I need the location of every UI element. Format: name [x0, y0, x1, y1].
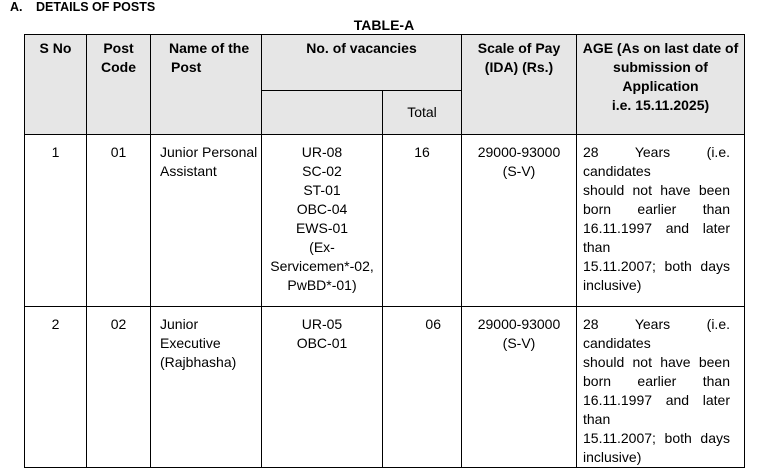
cell-age-line: born earlier than [583, 373, 730, 389]
cell-post-code [87, 135, 151, 307]
vacancy-line: PwBD*-01) [287, 277, 357, 293]
cell-scale-line: (S-V) [502, 335, 536, 351]
vacancy-line: OBC-04 [296, 201, 348, 217]
cell-age-line: inclusive) [583, 277, 642, 293]
header-total-text: Total [407, 104, 437, 120]
header-vacancies-blank [262, 91, 383, 135]
cell-sno [25, 307, 87, 468]
cell-name-line: Junior Executive [160, 316, 221, 351]
cell-age-line: 16.11.1997 and later than [583, 392, 730, 427]
cell-total-text: 06 [425, 316, 441, 332]
header-age [577, 35, 745, 135]
header-scale-line: Scale of Pay [477, 40, 561, 56]
header-scale-line: (IDA) (Rs.) [484, 59, 554, 75]
vacancy-line: SC-02 [302, 163, 342, 179]
cell-scale [462, 135, 577, 307]
header-age-line: i.e. 15.11.2025) [611, 97, 710, 113]
cell-age-line: born earlier than [583, 201, 730, 217]
vacancy-line: ST-01 [303, 182, 341, 198]
header-sno [25, 35, 87, 135]
header-name-line: Name of the [169, 40, 250, 56]
cell-total-text: 16 [414, 144, 430, 160]
cell-name-line: (Rajbhasha) [160, 354, 237, 370]
cell-vacancies [262, 307, 383, 468]
cell-age [577, 307, 745, 468]
cell-age-line: 28 Years (i.e. candidates [583, 316, 730, 351]
cell-sno-text: 2 [51, 316, 60, 332]
header-age-line: submission of Application [613, 59, 708, 94]
section-title: DETAILS OF POSTS [36, 0, 156, 14]
cell-name-line: Junior Personal [160, 144, 258, 160]
header-vacancies-text: No. of vacancies [306, 40, 417, 56]
section-letter: A. [10, 0, 23, 14]
vacancy-line: OBC-01 [296, 335, 348, 351]
cell-post-code [87, 307, 151, 468]
cell-age-line: should not have been [583, 354, 730, 370]
cell-age-line: 15.11.2007; both days [583, 258, 730, 274]
vacancy-line: EWS-01 [295, 220, 349, 236]
cell-total [383, 135, 462, 307]
header-post-code [87, 35, 151, 135]
header-sno-text: S No [39, 40, 72, 56]
cell-sno-text: 1 [51, 144, 60, 160]
cell-age-line: 28 Years (i.e. candidates [583, 144, 730, 179]
cell-total [383, 307, 462, 468]
cell-sno [25, 135, 87, 307]
cell-post-code-text: 02 [110, 316, 127, 332]
vacancy-line: UR-08 [301, 144, 343, 160]
cell-scale-line: (S-V) [502, 163, 536, 179]
cell-scale-line: 29000-93000 [477, 316, 561, 332]
vacancy-line: (Ex- [309, 239, 335, 255]
cell-name [151, 135, 262, 307]
table-row [25, 307, 745, 468]
table-row [25, 135, 745, 307]
cell-scale-line: 29000-93000 [477, 144, 561, 160]
cell-vacancies [262, 135, 383, 307]
vacancy-line: Servicemen*-02, [270, 258, 374, 274]
cell-age [577, 135, 745, 307]
header-post-code-line: Code [101, 59, 136, 75]
cell-name [151, 307, 262, 468]
header-name [151, 35, 262, 135]
cell-age-line: should not have been [583, 182, 730, 198]
vacancy-line: UR-05 [301, 316, 343, 332]
table-caption: TABLE-A [353, 17, 415, 33]
header-total [383, 91, 462, 135]
cell-post-code-text: 01 [110, 144, 127, 160]
cell-scale [462, 307, 577, 468]
header-age-line: AGE (As on last date of [582, 40, 739, 56]
posts-table [24, 34, 745, 468]
header-vacancies [262, 35, 462, 91]
header-post-code-line: Post [103, 40, 134, 56]
header-scale [462, 35, 577, 135]
section-heading [10, 0, 155, 14]
cell-age-line: 15.11.2007; both days [583, 430, 730, 446]
cell-name-line: Assistant [160, 163, 217, 179]
cell-age-line: 16.11.1997 and later than [583, 220, 730, 255]
cell-age-line: inclusive) [583, 449, 642, 465]
header-name-line: Post [171, 59, 202, 75]
